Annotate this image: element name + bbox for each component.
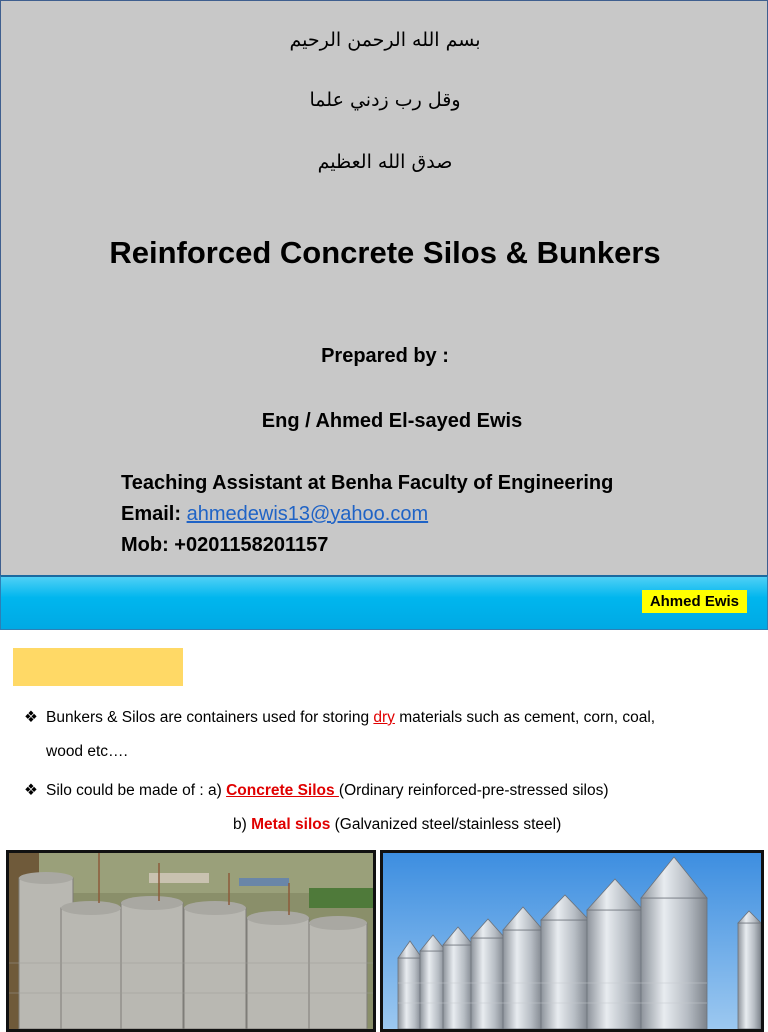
metal-silos-photo xyxy=(380,850,764,1032)
text-segment: Silo could be made of : a) xyxy=(46,782,227,799)
bullet-metal-silos xyxy=(233,816,561,834)
bullet-materials xyxy=(24,781,609,800)
arabic-line-2: وقل رب زدني علما xyxy=(309,89,461,111)
slide-title: Reinforced Concrete Silos & Bunkers xyxy=(109,235,661,270)
text-segment: (Galvanized steel/stainless steel) xyxy=(330,816,562,833)
email-label: Email: xyxy=(121,503,182,525)
slide-heading-box xyxy=(13,648,183,686)
email-row xyxy=(121,503,428,526)
diamond-bullet-icon: ❖ xyxy=(24,709,38,726)
author-badge: Ahmed Ewis xyxy=(642,590,747,613)
text-segment: materials such as cement, corn, coal, xyxy=(394,709,656,726)
email-link[interactable]: ahmedewis13@yahoo.com xyxy=(186,503,429,525)
text-segment: (Ordinary reinforced-pre-stressed silos) xyxy=(338,782,609,799)
text-segment: Bunkers & Silos are containers used for storing xyxy=(46,709,374,726)
concrete-silos-photo xyxy=(6,850,376,1032)
text-segment: b) xyxy=(233,816,252,833)
bullet-definition xyxy=(24,708,655,727)
author-position: Teaching Assistant at Benha Faculty of Engineering xyxy=(121,472,614,494)
footer-bar xyxy=(0,575,768,630)
arabic-line-1: بسم الله الرحمن الرحيم xyxy=(289,29,481,51)
prepared-by-label: Prepared by : xyxy=(321,345,449,367)
dry-highlight: dry xyxy=(373,709,395,726)
mobile-number: Mob: +0201158201157 xyxy=(121,534,329,556)
metal-silos-highlight: Metal silos xyxy=(251,816,331,833)
author-name: Eng / Ahmed El-sayed Ewis xyxy=(261,410,523,432)
diamond-bullet-icon: ❖ xyxy=(24,782,38,799)
bullet-definition-continued: wood etc…. xyxy=(46,743,128,760)
arabic-line-3: صدق الله العظيم xyxy=(317,151,453,173)
content-slide xyxy=(0,630,768,1024)
concrete-silos-highlight: Concrete Silos xyxy=(226,782,339,799)
